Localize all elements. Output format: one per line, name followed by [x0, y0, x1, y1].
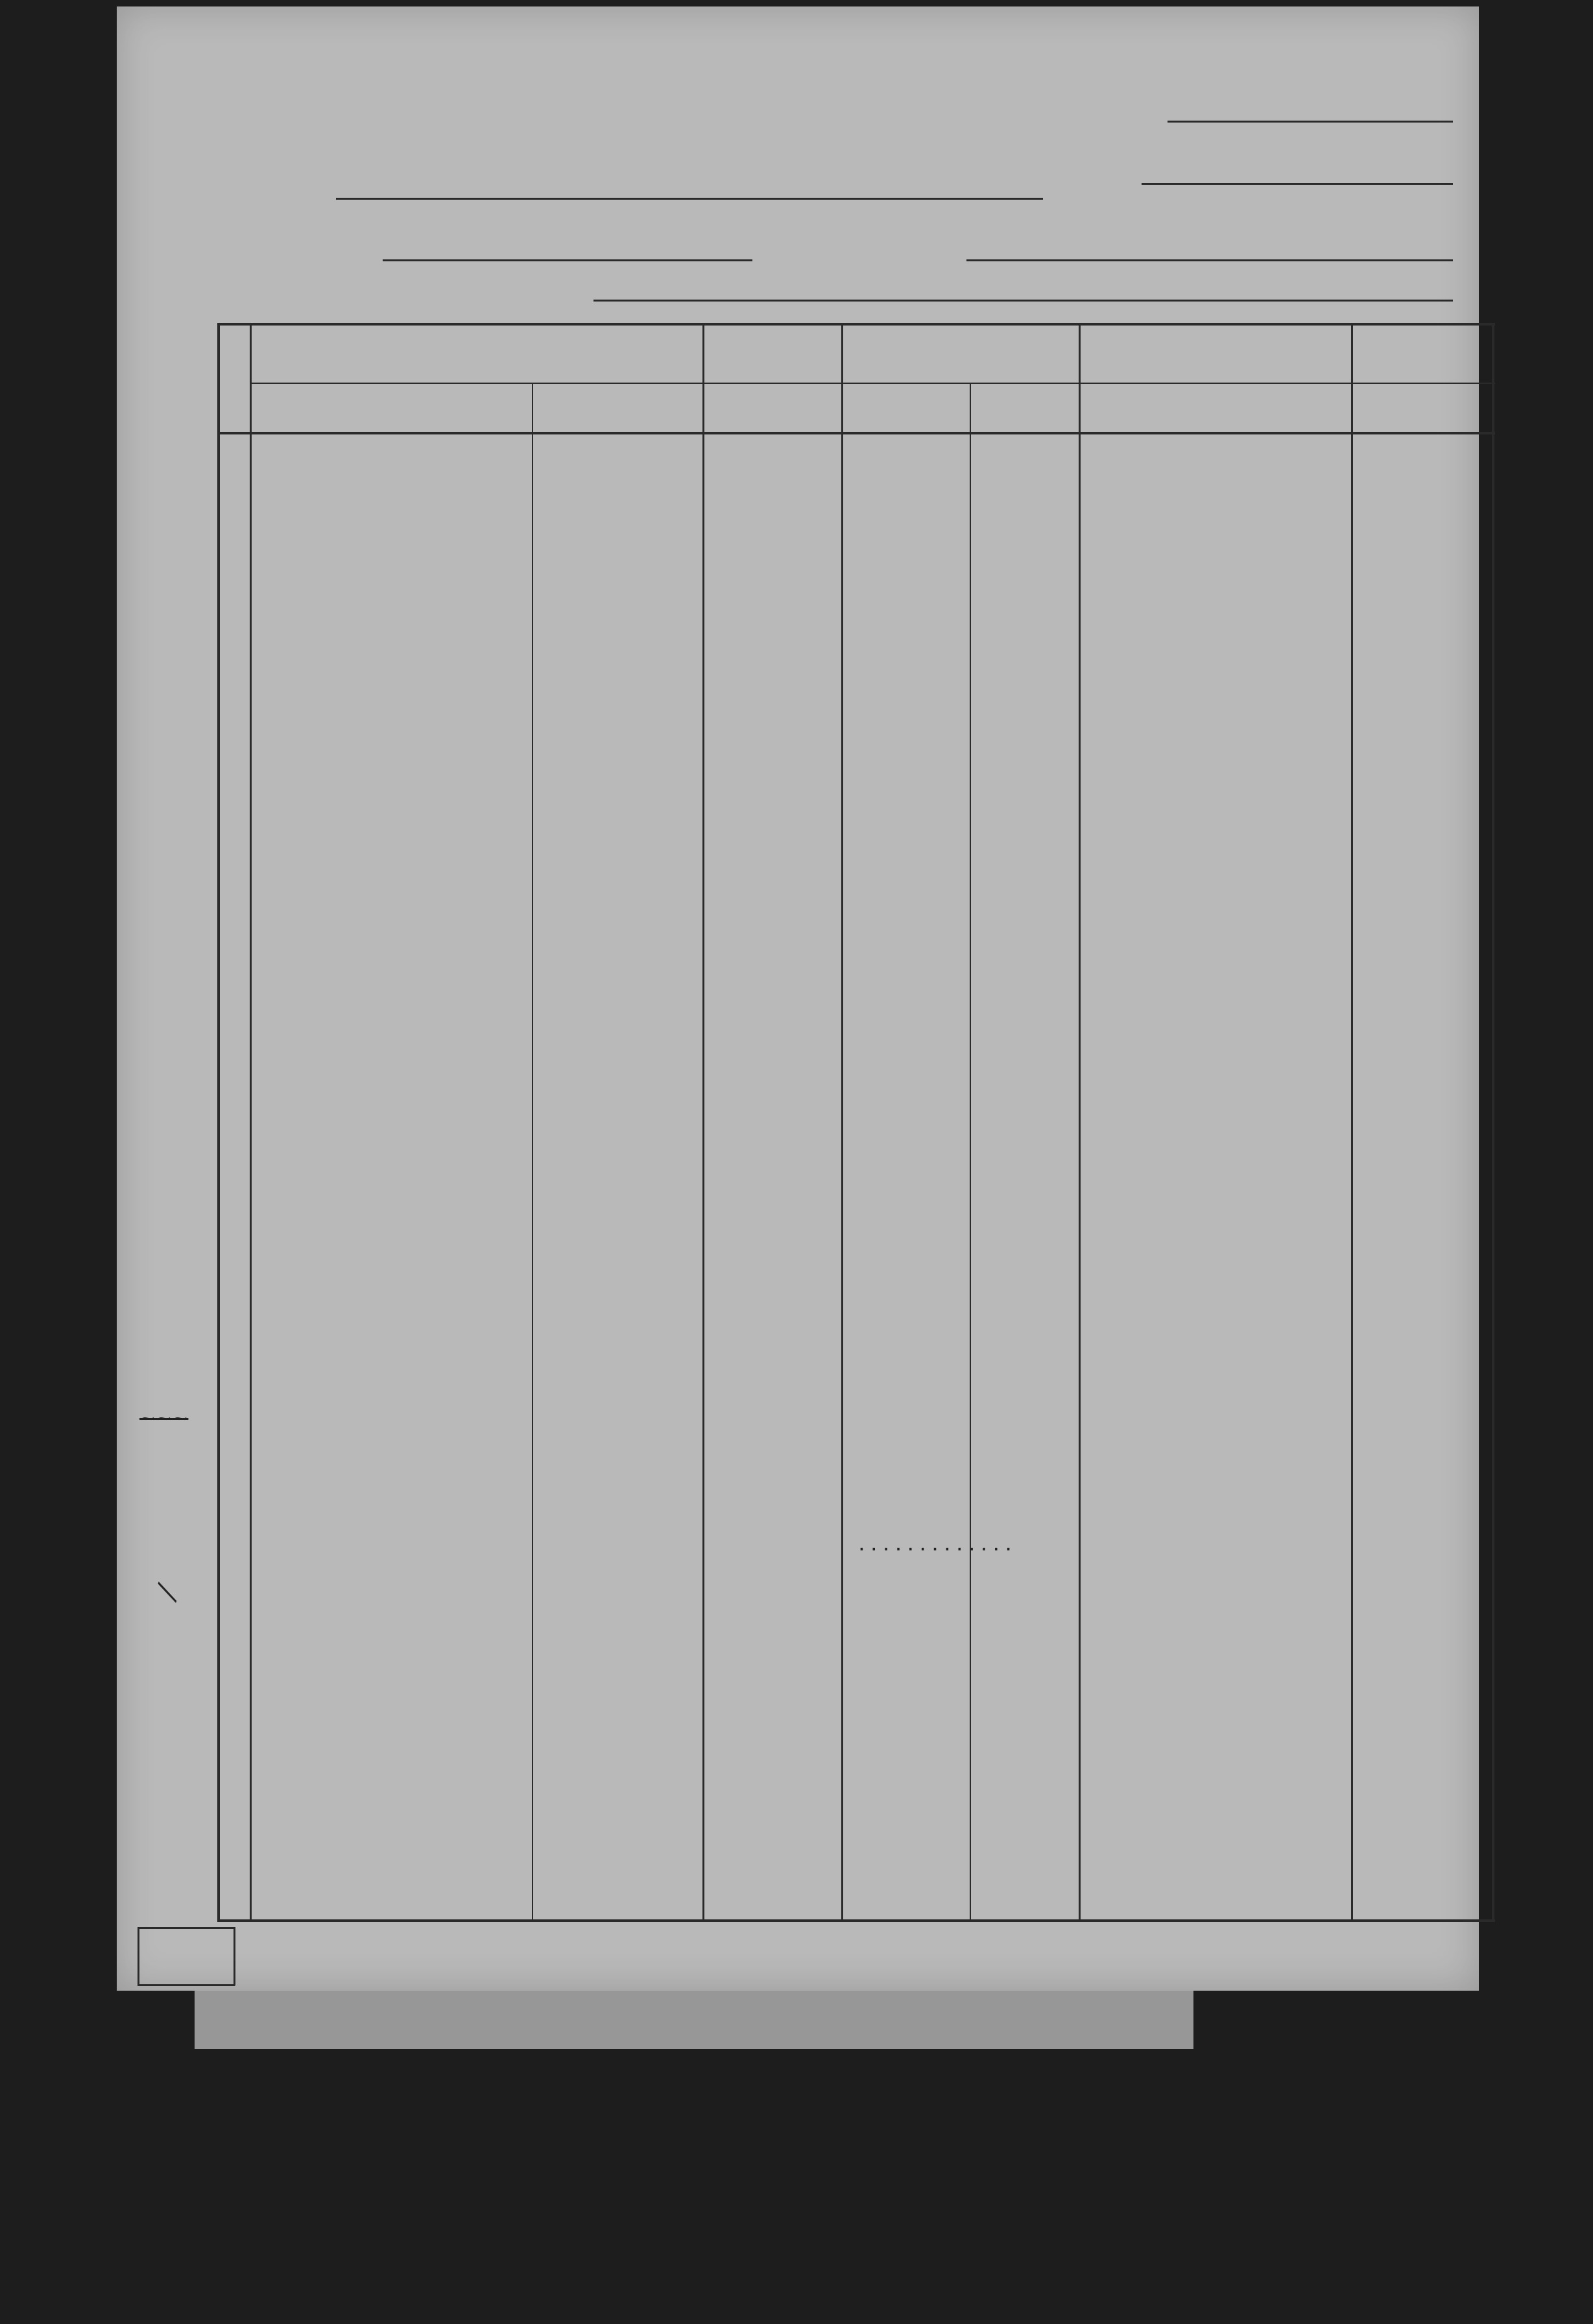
table-top-border	[217, 323, 1495, 326]
margin-scribble: /	[149, 1582, 184, 1603]
total-box-left	[138, 1927, 139, 1986]
port-underline	[966, 259, 1453, 261]
total-box-right	[234, 1927, 235, 1986]
table-subheader-rule	[251, 383, 1495, 384]
table-right-border	[1492, 323, 1494, 1922]
total-box-bottom	[138, 1984, 235, 1986]
sheet-underline	[1168, 121, 1453, 123]
table-left-border	[217, 323, 220, 1922]
dotted-leader: .............	[856, 1534, 1016, 1555]
col4-col5-rule	[1351, 323, 1353, 1922]
position-where-rule	[970, 384, 971, 1922]
col1-col2-rule	[702, 323, 704, 1922]
col2-col3-rule	[841, 323, 843, 1922]
class-underline	[1142, 183, 1453, 185]
family-given-rule	[532, 384, 533, 1922]
number-column-rule	[250, 323, 252, 1922]
scan-strip	[195, 1991, 1193, 2049]
total-box-top	[138, 1927, 235, 1929]
margin-scribble-2: ~~~	[139, 1407, 189, 1430]
table-header-bottom	[217, 432, 1495, 434]
table-bottom-border	[217, 1919, 1495, 1922]
arrival-underline	[383, 259, 752, 261]
lastport-underline	[593, 300, 1453, 302]
passenger-list-sheet	[117, 6, 1479, 1991]
carrier-underline	[336, 198, 1043, 200]
col3-col4-rule	[1079, 323, 1081, 1922]
